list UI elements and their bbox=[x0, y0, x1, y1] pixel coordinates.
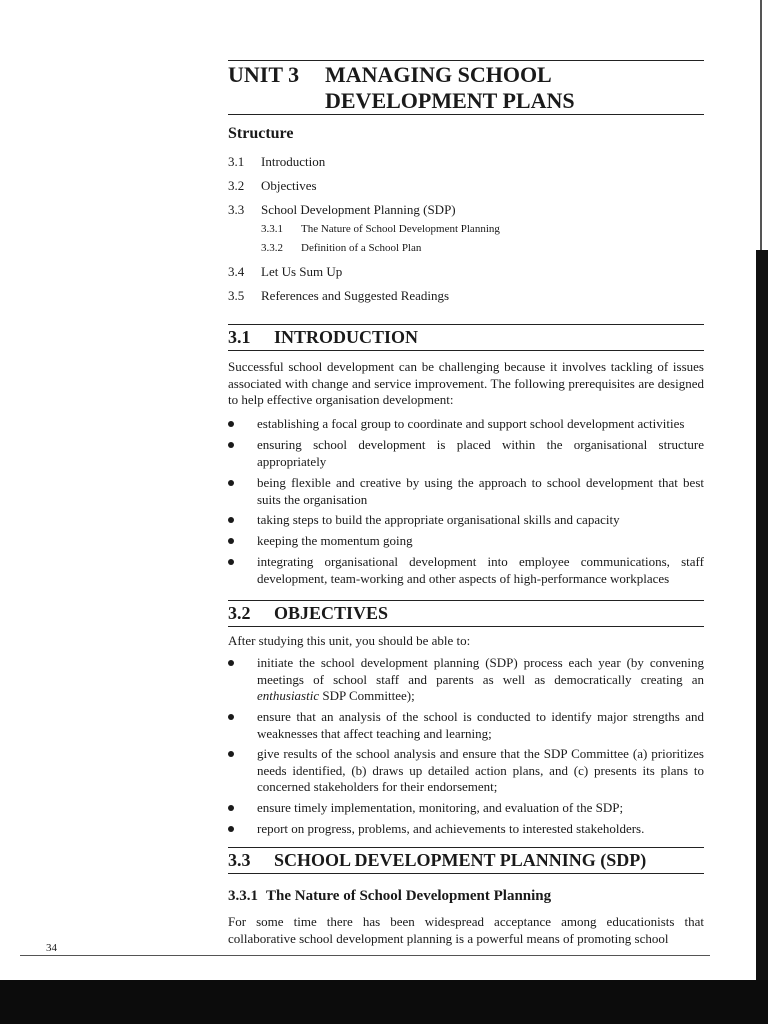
unit-number: UNIT 3 bbox=[228, 62, 300, 87]
toc-label: Objectives bbox=[261, 178, 317, 193]
toc-label: Introduction bbox=[261, 154, 326, 169]
page-number: 34 bbox=[46, 942, 57, 954]
section-rule bbox=[228, 847, 704, 848]
toc-number: 3.3.2 bbox=[261, 242, 283, 254]
bullet-text bbox=[257, 655, 704, 705]
subsection-heading bbox=[228, 888, 551, 905]
toc-number: 3.4 bbox=[228, 264, 245, 279]
bullet-text-part: initiate the school development planning (SDP) process each year (by convening meetings of school staff and parents as well as democratically creating an bbox=[257, 655, 704, 687]
bullet-text: keeping the momentum going bbox=[257, 533, 413, 548]
objectives-paragraph: After studying this unit, you should be able to: bbox=[228, 633, 471, 648]
bullet-text: being flexible and creative by using the approach to school development that best suits the organisation bbox=[257, 475, 704, 507]
bullet-icon bbox=[228, 442, 234, 448]
scan-bottom-border bbox=[0, 980, 768, 1024]
toc-number: 3.1 bbox=[228, 154, 245, 169]
section-title: OBJECTIVES bbox=[274, 603, 389, 623]
bullet-icon bbox=[228, 751, 234, 757]
bullet-text: ensure that an analysis of the school is conducted to identify major strengths and weaknesses that affect teaching and learning; bbox=[257, 709, 704, 741]
section-rule bbox=[228, 873, 704, 874]
structure-heading: Structure bbox=[228, 125, 294, 142]
bullet-icon bbox=[228, 805, 234, 811]
unit-title-line1: MANAGING SCHOOL bbox=[325, 62, 552, 87]
bullet-icon bbox=[228, 480, 234, 486]
section-title: INTRODUCTION bbox=[274, 327, 419, 347]
toc-number: 3.3 bbox=[228, 202, 245, 217]
title-rule-top bbox=[228, 60, 704, 61]
toc-number: 3.2 bbox=[228, 178, 245, 193]
toc-number: 3.5 bbox=[228, 288, 245, 303]
bullet-text-part: SDP Committee); bbox=[319, 688, 415, 703]
section-rule bbox=[228, 626, 704, 627]
toc-label: Let Us Sum Up bbox=[261, 264, 343, 279]
bullet-text: give results of the school analysis and ensure that the SDP Committee (a) prioritizes needs identified, (b) draws up detailed action plans, and (c) presents its plans to concerned stakeholders for their endorsement; bbox=[257, 746, 704, 794]
section-rule bbox=[228, 600, 704, 601]
toc-label: The Nature of School Development Planning bbox=[301, 223, 500, 235]
bullet-text: integrating organisational development into employee communications, staff development, team-working and other aspects of high-performance workplaces bbox=[257, 554, 704, 586]
bullet-text: establishing a focal group to coordinate and support school development activities bbox=[257, 416, 685, 431]
section-title: SCHOOL DEVELOPMENT PLANNING (SDP) bbox=[274, 850, 647, 870]
bullet-icon bbox=[228, 714, 234, 720]
toc-number: 3.3.1 bbox=[261, 223, 283, 235]
toc-label: School Development Planning (SDP) bbox=[261, 202, 456, 217]
title-rule-bottom bbox=[228, 114, 704, 115]
bullet-icon bbox=[228, 660, 234, 666]
bullet-icon bbox=[228, 538, 234, 544]
bullet-text: report on progress, problems, and achievements to interested stakeholders. bbox=[257, 821, 645, 836]
section-number: 3.2 bbox=[228, 603, 251, 623]
section-number: 3.1 bbox=[228, 327, 251, 347]
bullet-text: ensuring school development is placed within the organisational structure appropriately bbox=[257, 437, 704, 469]
sdp-paragraph: For some time there has been widespread acceptance among educationists that collaborative school development planning is a powerful means of promoting school bbox=[228, 914, 704, 946]
scan-edge-shadow bbox=[756, 250, 768, 990]
footer-rule bbox=[20, 955, 710, 956]
toc-label: References and Suggested Readings bbox=[261, 288, 450, 303]
bullet-text-emphasis: enthusiastic bbox=[257, 688, 320, 703]
subsection-title: The Nature of School Development Planning bbox=[266, 888, 552, 904]
section-rule bbox=[228, 324, 704, 325]
bullet-icon bbox=[228, 517, 234, 523]
bullet-icon bbox=[228, 559, 234, 565]
section-number: 3.3 bbox=[228, 850, 251, 870]
toc-label: Definition of a School Plan bbox=[301, 242, 422, 254]
section-rule bbox=[228, 350, 704, 351]
unit-title-line2: DEVELOPMENT PLANS bbox=[325, 88, 575, 113]
bullet-text: ensure timely implementation, monitoring, and evaluation of the SDP; bbox=[257, 800, 624, 815]
scan-edge-shadow bbox=[760, 0, 762, 250]
subsection-number: 3.3.1 bbox=[228, 888, 258, 904]
introduction-paragraph: Successful school development can be challenging because it involves tackling of issues associated with change and service improvement. The following prerequisites are designed to help effective organisation development: bbox=[228, 359, 704, 407]
bullet-icon bbox=[228, 826, 234, 832]
bullet-icon bbox=[228, 421, 234, 427]
bullet-text: taking steps to build the appropriate organisational skills and capacity bbox=[257, 512, 620, 527]
